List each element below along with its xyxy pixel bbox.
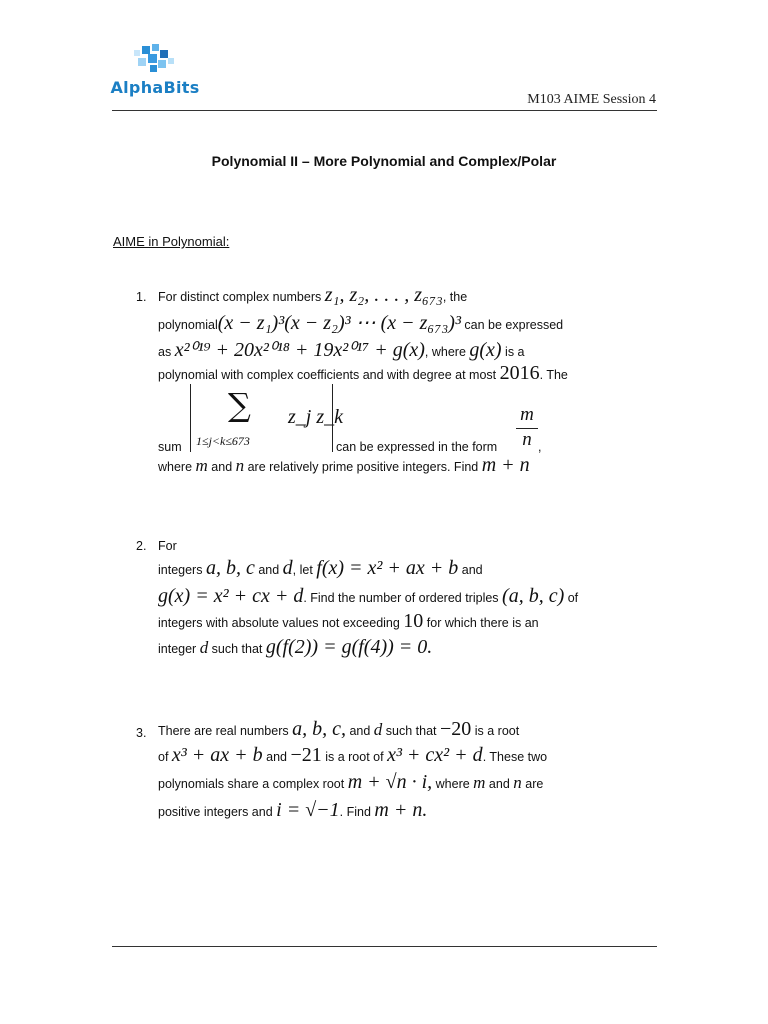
problem-3-line-1 [158,718,519,741]
text: can be expressed [460,318,564,332]
text: as [158,345,175,359]
fraction-denominator: n [522,429,532,450]
problem-1-line-4 [158,362,568,385]
problem-1-line-2 [158,310,563,335]
text: and [458,563,483,577]
text: are relatively prime positive integers. Find [244,460,482,474]
problem-2-line-5 [158,636,432,659]
problem-3-line-2 [158,744,547,767]
fraction-numerator: m [520,404,534,425]
problem-2-number: 2. [136,539,147,553]
text: and [254,563,283,577]
abs-bar-left [190,384,191,452]
text: . Find the number of ordered triples [303,591,503,605]
math: −20 [439,718,472,740]
math: 10 [403,610,424,632]
math: 2016 [499,362,540,384]
text: such that [208,642,266,656]
session-label: M103 AIME Session 4 [527,92,656,107]
problem-3-line-4 [158,799,427,822]
problem-1-line-6 [158,454,530,477]
text: For distinct complex numbers [158,290,325,304]
sum-expression [158,384,578,456]
math: x³ + cx² + d [387,744,483,766]
sigma-symbol: ∑ [228,386,251,424]
problem-2-line-1: For [158,539,177,553]
text: , where [424,345,470,359]
math: a, b, c, [292,718,346,740]
text: of [564,591,579,605]
problem-2-line-2 [158,557,483,580]
text: of [158,750,172,764]
header-divider [112,110,657,111]
text: There are real numbers [158,724,293,738]
text: are [521,777,544,791]
math: (a, b, c) [502,585,565,607]
puzzle-logo-icon [128,44,182,78]
math: z₁, z₂, . . . , z₆₇₃ [324,284,443,306]
text: , the [442,290,468,304]
sum-text: can be expressed in the form [336,440,498,454]
problem-3-line-3 [158,771,543,794]
math: a, b, c [205,557,255,579]
text: and [262,750,291,764]
text: is a [501,345,525,359]
fraction-m-over-n [516,404,538,449]
text: integer [158,642,200,656]
text: , let [292,563,317,577]
text: and [345,724,374,738]
math: m + √n · i, [347,771,433,793]
text: . Find [339,805,375,819]
math: d [199,638,209,657]
text: polynomial with complex coefficients and with degree at most [158,368,500,382]
math: d [373,720,383,739]
text: integers [158,563,206,577]
problem-2-line-4 [158,610,539,633]
problem-1-line-1 [158,284,467,307]
problem-3-number: 3. [136,726,147,740]
math: m + n [481,454,530,476]
text: . The [539,368,568,382]
math: (x − z₁)³(x − z₂)³ ⋯ (x − z₆₇₃)³ [217,312,461,334]
math: n [235,456,245,475]
math: m [195,456,208,475]
text: . These two [482,750,548,764]
math: g(f(2)) = g(f(4)) = 0. [265,636,433,658]
text: and [485,777,514,791]
math: −21 [290,744,322,766]
text: integers with absolute values not exceeding [158,616,404,630]
text: is a root of [321,750,388,764]
text: positive integers and [158,805,277,819]
text: for which there is an [423,616,539,630]
math: d [282,557,293,579]
math: x²⁰¹⁹ + 20x²⁰¹⁸ + 19x²⁰¹⁷ + g(x) [174,339,425,361]
problem-1-number: 1. [136,290,147,304]
text: where [158,460,196,474]
document-title: Polynomial II – More Polynomial and Complex/Polar [211,153,557,169]
math: i = √−1 [276,799,340,821]
text: polynomials share a complex root [158,777,348,791]
fraction-comma: , [538,440,542,454]
text: where [432,777,474,791]
section-heading: AIME in Polynomial: [113,234,230,249]
math: g(x) = x² + cx + d [158,585,304,607]
math: x³ + ax + b [171,744,263,766]
text: such that [382,724,440,738]
text: is a root [471,724,520,738]
sum-word: sum [158,440,182,454]
math: m + n. [374,799,428,821]
sum-term: z_j z_k [288,406,343,428]
alphabits-logo [110,44,200,102]
text: and [207,460,236,474]
math: m [473,773,486,792]
logo-text: AlphaBits [110,78,200,97]
sum-index: 1≤j<k≤673 [196,434,250,448]
problem-2-line-3 [158,585,578,608]
math: f(x) = x² + ax + b [316,557,459,579]
text: polynomial [158,318,218,332]
abs-bar-right [332,384,333,452]
footer-divider [112,946,657,947]
problem-1-line-3 [158,337,525,362]
math: n [513,773,522,792]
math: g(x) [469,339,502,361]
